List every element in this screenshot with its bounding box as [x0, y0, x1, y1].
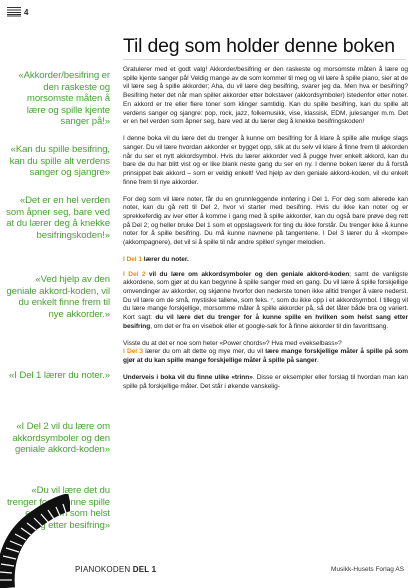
pull-quote-3: «Det er en hel verden som åpner seg, bare ved at du lærer deg å knekke besifringskoden!»: [6, 195, 110, 241]
main-body-text: [123, 66, 408, 400]
pull-quote-4: «Ved hjelp av den geniale akkord-koden, vil du enkelt finne frem til nye akkorder.»: [6, 274, 110, 320]
pull-quote-5: «I Del 1 lærer du noter.»: [9, 370, 110, 381]
paragraph-trinn: [123, 374, 408, 391]
pull-quote-7: «Du vil lære det du trenger for å kunne spille en hvilken som helst sang etter besifring»: [7, 485, 110, 531]
del-2-text: ; samt de vanligste akkordene, som gjør at du kan begynne å spille sanger med en gang. Du vil lære å spille forskjellige omvendinger av akkorder, og skjønne hvorfor den nederste tonen ikke alltid trenger å være nederst. Du vil lære om de små, mystiske tallene, som feks. ⁷, som du ikke opp i et akkordsymbol. I tillegg vil du lære mange forskjellige, morsomme måter å spille akkorder på, så det låter både bra og variert. Kort sagt:: [123, 270, 409, 322]
del-1-tag: I Del 1: [123, 255, 142, 263]
del-2-text-2: , om det er fra en visebok eller et google-søk for å finne akkorder til din favorittsang.: [150, 322, 389, 330]
del-3-text: lærer du om alt dette og mye mer, du vil: [142, 348, 266, 356]
footer-book-name: PIANOKODEN: [75, 565, 131, 574]
paragraph-del-3: [123, 340, 408, 366]
paragraph-del-2: [123, 271, 408, 332]
pull-quote-6: «I Del 2 vil du lære om akkordsymboler og den geniale akkord-koden»: [12, 421, 110, 456]
pull-quote-2: «Kan du spille besifring, kan du spille alt verdens sanger og sjangre»: [9, 144, 110, 179]
trinn-text: . Disse er eksempler eller forslag til hvordan man kan spille på forskjellige måter. Det står i økende vanskelig-: [123, 374, 408, 390]
del-3-tag: I Del 3: [123, 348, 143, 356]
del-2-bold: vil du lære om akkordsymboler og den geniale akkord-koden: [145, 270, 350, 278]
footer-book-title: [75, 565, 156, 574]
footer-publisher: Musikk-Husets Forlag AS: [331, 566, 404, 573]
del-3-bold: lære mange forskjellige måter å spille på som gjør at du kan spille mange forskjellige måter å spille på sanger: [123, 348, 409, 365]
del-2-bold-2: du vil lære det du trenger for å kunne spille en hvilken som helst sang etter besifring: [123, 314, 408, 330]
del-2-tag: I Del 2: [123, 270, 146, 278]
pull-quote-1: «Akkorder/besifring er den raskeste og morsomste måten å lære og spille kjente sanger på!»: [18, 70, 110, 128]
paragraph-structure: For deg som vil lære noter, får du en grunnleggende innføring i Del 1. For deg som allerede kan noter, kan du gå rett til Del 2, hvor vi starter med besifring. Hvis du ikke kan noter og er sprekkeferdig av iver etter å komme i gang med å spille akkorder, kan du også bare prøve deg rett på Del 2; og heller bruke Del 1 som et oppslagsverk for ting du ikke forstår. Du trenger ikke å kunne noter for å spille besifring. Du må kunne navnene på tangentene. I Del 3 lærer du å «kompe» (akkompagnere), det vil si å spille til når andre spiller/ synger melodien.: [123, 195, 408, 247]
title-divider: [123, 59, 406, 60]
paragraph-book-content: I denne boka vil du lære det du trenger å kunne om besifring for å klare å spille alle mulige slags sanger. Du vil lære hvordan akkorder er bygget opp, slik at du selv vil klare å finne frem til akkorden når du ser et nytt akkordsymbol. Hvis du lærer akkorder ved å pugge hver enkelt akkord, kan du bare de du har blitt vist og er like blank neste gang du ser en ny. I denne boken lærer du å forstå prinsippet bak akkord – som er veldig enkelt! Ved hjelp av den geniale akkord-koden, vil du enkelt finne frem til nye akkorder.: [123, 135, 408, 186]
paragraph-del-1: [123, 256, 408, 265]
trinn-bold: Underveis i boka vil du finne ulike «trinn»: [123, 374, 253, 382]
del-3-text-2: .: [316, 357, 319, 365]
del-3-intro: Visste du at det er noe som heter «Power chords»? Hva med «vekselbass»?: [123, 339, 342, 347]
piano-keys-decoration: [0, 494, 70, 588]
del-1-text: lærer du noter.: [141, 255, 189, 263]
page-number-text: 4: [24, 7, 29, 17]
page-title: Til deg som holder denne boken: [123, 35, 395, 57]
footer-book-part: DEL 1: [132, 565, 157, 574]
paragraph-intro: Gratulerer med et godt valg! Akkorder/besifring er den raskeste og morsomste måten å lære og spille kjente sanger på! Veldig mange av de som kommer til meg og vil lære å spille piano, sier at de vil lære seg å spille akkorder; Aha, du vil lære deg besifring, svarer jeg da. Men hva er besifring? Besifring heter det når man spiller akkorder etter bokstaver (akkordsymboler) istedenfor etter noter. En akkord er tre eller flere toner som klinger samtidig. Kan du spille besifring, kan du spille alt verdens sanger og sjangre: pop, rock, jazz, folkemusikk, vise, klassisk, EDM, julesanger m.m. Det er en hel verden som åpner seg, bare ved at du lærer deg å knekke besifringskoden!: [123, 66, 408, 126]
